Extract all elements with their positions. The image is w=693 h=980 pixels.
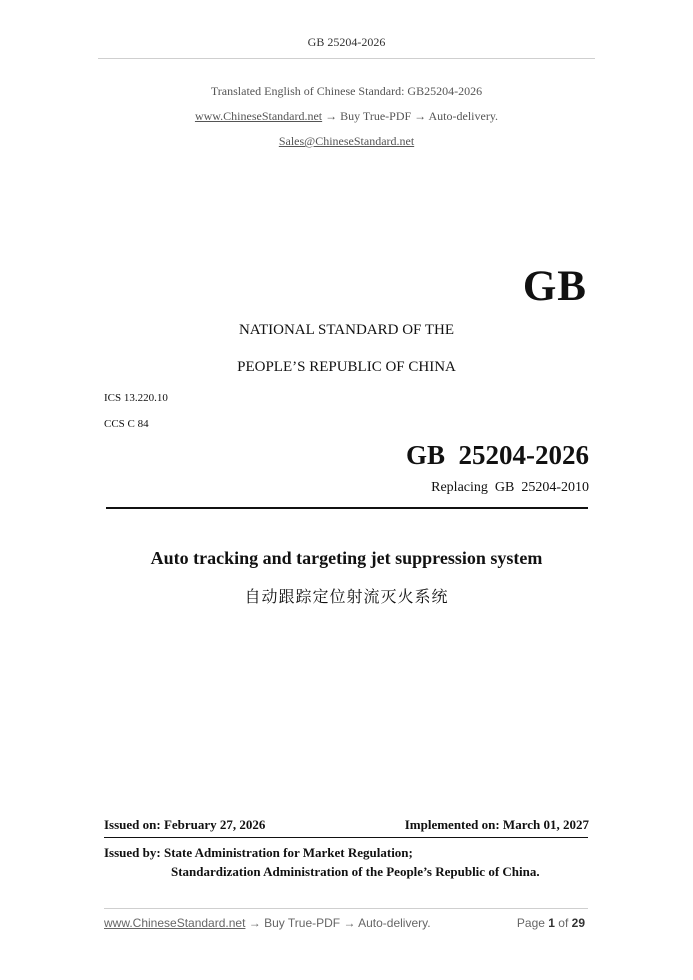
footer-divider	[104, 908, 588, 909]
page-label: Page	[516, 916, 549, 930]
national-standard-line1: NATIONAL STANDARD OF THE	[238, 322, 455, 338]
issued-by-line2: Standardization Administration of the People’s Republic of China.	[171, 864, 540, 879]
footer-site-link[interactable]: www.ChineseStandard.net	[104, 916, 246, 930]
arrow-icon: →	[322, 109, 341, 123]
replacing-note: Replacing GB 25204-2010	[431, 480, 589, 495]
email-link[interactable]: Sales@ChineseStandard.net	[278, 134, 415, 148]
arrow-icon: →	[411, 109, 429, 123]
footer-promo-text: → Buy True-PDF → Auto-delivery.	[245, 916, 431, 930]
page-current: 1	[548, 916, 555, 930]
page-total: 29	[571, 916, 585, 930]
footer-promo	[104, 916, 431, 930]
site-link[interactable]: www.ChineseStandard.net	[194, 109, 323, 123]
title-divider	[106, 507, 588, 509]
implemented-on-date: Implemented on: March 01, 2027	[404, 817, 589, 832]
header-divider	[98, 58, 595, 59]
sales-email	[0, 134, 693, 149]
running-header: GB 25204-2026	[307, 35, 386, 49]
issued-by-line1: Issued by: State Administration for Market Regulation;	[104, 845, 413, 860]
ics-code: ICS 13.220.10	[104, 392, 168, 404]
page-indicator	[517, 916, 585, 930]
auto-delivery-text: Auto-delivery.	[428, 109, 499, 123]
title-english: Auto tracking and targeting jet suppression system	[150, 548, 543, 568]
title-chinese: 自动跟踪定位射流灭火系统	[244, 587, 449, 606]
standard-number: GB 25204-2026	[405, 440, 589, 470]
page-of: of	[554, 916, 572, 930]
buy-pdf-text: Buy True-PDF	[340, 109, 412, 123]
national-standard-line2: PEOPLE’S REPUBLIC OF CHINA	[237, 359, 456, 375]
ccs-code: CCS C 84	[104, 418, 149, 430]
gb-mark: GB	[522, 263, 587, 310]
issued-on-date: Issued on: February 27, 2026	[104, 817, 266, 832]
dates-divider	[104, 837, 588, 838]
promo-line	[0, 109, 693, 124]
translation-notice: Translated English of Chinese Standard: GB25204-2026	[210, 84, 483, 98]
